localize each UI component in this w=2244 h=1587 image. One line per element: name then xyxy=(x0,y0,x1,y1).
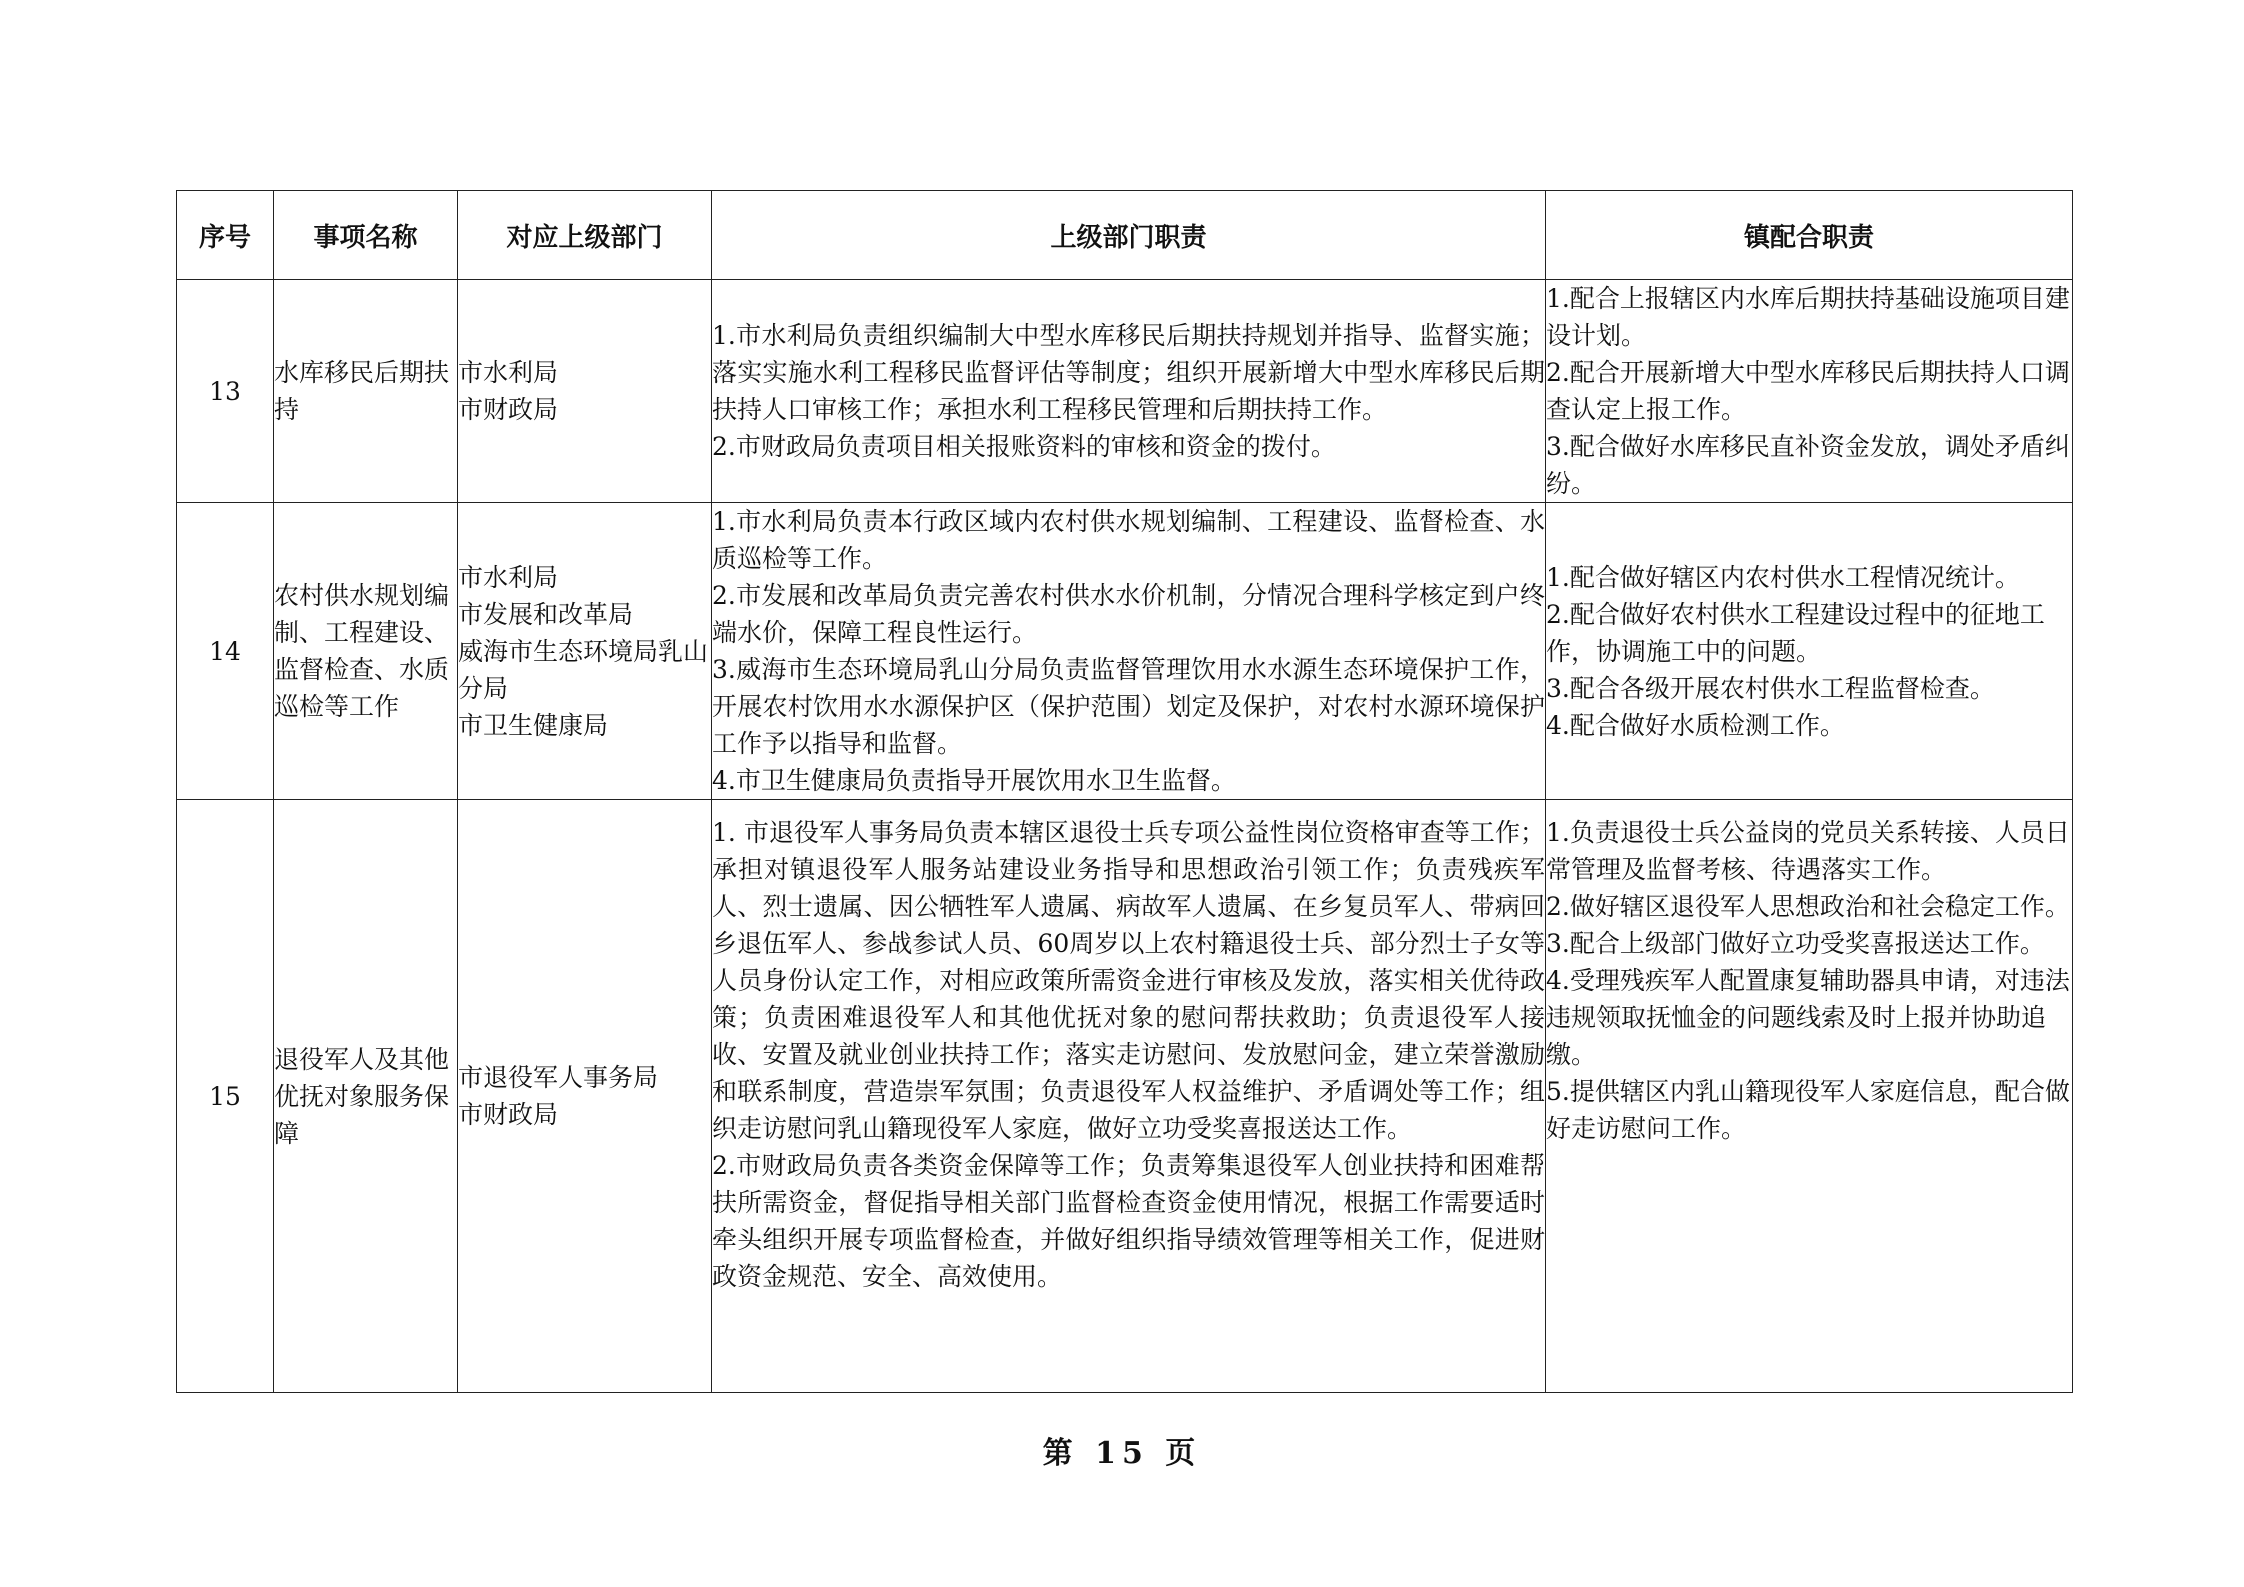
table-row xyxy=(177,800,2073,1393)
dept-line: 市退役军人事务局 xyxy=(458,1063,659,1092)
dept-line: 威海市生态环境局乳山分局 xyxy=(458,636,709,703)
row-dept xyxy=(458,280,712,503)
duty-line: 1.市水利局负责本行政区域内农村供水规划编制、工程建设、监督检查、水质巡检等工作。 xyxy=(712,507,1545,573)
header-superior-dept: 对应上级部门 xyxy=(458,191,712,280)
row-town-coop-duty xyxy=(1546,503,2073,800)
header-superior-duty: 上级部门职责 xyxy=(712,191,1546,280)
header-row xyxy=(177,191,2073,280)
coop-line: 3.配合做好水库移民直补资金发放，调处矛盾纠纷。 xyxy=(1546,432,2070,498)
row-item-name: 退役军人及其他优抚对象服务保障 xyxy=(274,800,458,1393)
coop-line: 2.配合做好农村供水工程建设过程中的征地工作，协调施工中的问题。 xyxy=(1546,599,2045,666)
coop-line: 3.配合上级部门做好立功受奖喜报送达工作。 xyxy=(1546,929,2045,958)
coop-line: 2.做好辖区退役军人思想政治和社会稳定工作。 xyxy=(1546,892,2070,921)
table-row xyxy=(177,280,2073,503)
row-index: 13 xyxy=(177,280,274,503)
page-number: 第 15 页 xyxy=(1042,1436,1202,1471)
row-dept xyxy=(458,503,712,800)
coop-line: 5.提供辖区内乳山籍现役军人家庭信息，配合做好走访慰问工作。 xyxy=(1546,1077,2070,1143)
duty-line: 1.市水利局负责组织编制大中型水库移民后期扶持规划并指导、监督实施；落实实施水利工程移民监督评估等制度；组织开展新增大中型水库移民后期扶持人口审核工作；承担水利工程移民管理和后期扶持工作。 xyxy=(712,321,1545,424)
duty-line: 2.市发展和改革局负责完善农村供水水价机制，分情况合理科学核定到户终端水价，保障工程良性运行。 xyxy=(712,581,1545,647)
duty-line: 1. 市退役军人事务局负责本辖区退役士兵专项公益性岗位资格审查等工作；承担对镇退役军人服务站建设业务指导和思想政治引领工作；负责残疾军人、烈士遗属、因公牺牲军人遗属、病故军人遗属、在乡复员军人、带病回乡退伍军人、参战参试人员、60周岁以上农村籍退役士兵、部分烈士子女等人员身份认定工作，对相应政策所需资金进行审核及发放，落实相关优待政策；负责困难退役军人和其他优抚对象的慰问帮扶救助；负责退役军人接收、安置及就业创业扶持工作；落实走访慰问、发放慰问金，建立荣誉激励和联系制度，营造崇军氛围；负责退役军人权益维护、矛盾调处等工作；组织走访慰问乳山籍现役军人家庭，做好立功受奖喜报送达工作。 xyxy=(712,818,1545,1143)
row-town-coop-duty xyxy=(1546,280,2073,503)
duty-line: 2.市财政局负责项目相关报账资料的审核和资金的拨付。 xyxy=(712,432,1336,461)
row-superior-duty xyxy=(712,280,1546,503)
header-item-name: 事项名称 xyxy=(274,191,458,280)
duty-line: 4.市卫生健康局负责指导开展饮用水卫生监督。 xyxy=(712,766,1236,795)
duty-line: 3.威海市生态环境局乳山分局负责监督管理饮用水水源生态环境保护工作，开展农村饮用水水源保护区（保护范围）划定及保护，对农村水源环境保护工作予以指导和监督。 xyxy=(712,655,1545,758)
coop-line: 1.配合上报辖区内水库后期扶持基础设施项目建设计划。 xyxy=(1546,284,2070,350)
coop-line: 1.配合做好辖区内农村供水工程情况统计。 xyxy=(1546,562,2020,592)
row-superior-duty xyxy=(712,503,1546,800)
coop-line: 1.负责退役士兵公益岗的党员关系转接、人员日常管理及监督考核、待遇落实工作。 xyxy=(1546,818,2070,884)
dept-line: 市水利局 xyxy=(458,358,559,387)
row-index: 15 xyxy=(177,800,274,1393)
coop-line: 4.受理残疾军人配置康复辅助器具申请，对违法违规领取抚恤金的问题线索及时上报并协助追缴。 xyxy=(1546,966,2070,1069)
coop-line: 4.配合做好水质检测工作。 xyxy=(1546,710,1845,740)
dept-line: 市财政局 xyxy=(458,1100,559,1129)
coop-line: 2.配合开展新增大中型水库移民后期扶持人口调查认定上报工作。 xyxy=(1546,358,2070,424)
dept-line: 市发展和改革局 xyxy=(458,599,634,629)
header-index: 序号 xyxy=(177,191,274,280)
dept-line: 市卫生健康局 xyxy=(458,710,609,740)
dept-line: 市财政局 xyxy=(458,395,559,424)
row-superior-duty xyxy=(712,800,1546,1393)
coop-line: 3.配合各级开展农村供水工程监督检查。 xyxy=(1546,673,1995,703)
row-item-name: 水库移民后期扶持 xyxy=(274,280,458,503)
table-row xyxy=(177,503,2073,800)
dept-line: 市水利局 xyxy=(458,562,559,592)
row-index: 14 xyxy=(177,503,274,800)
row-town-coop-duty xyxy=(1546,800,2073,1393)
row-dept xyxy=(458,800,712,1393)
row-item-name: 农村供水规划编制、工程建设、监督检查、水质巡检等工作 xyxy=(274,503,458,800)
duty-line: 2.市财政局负责各类资金保障等工作；负责筹集退役军人创业扶持和困难帮扶所需资金，督促指导相关部门监督检查资金使用情况，根据工作需要适时牵头组织开展专项监督检查，并做好组织指导绩效管理等相关工作，促进财政资金规范、安全、高效使用。 xyxy=(712,1151,1545,1291)
header-town-coop-duty: 镇配合职责 xyxy=(1546,191,2073,280)
responsibility-table xyxy=(176,190,2073,1393)
